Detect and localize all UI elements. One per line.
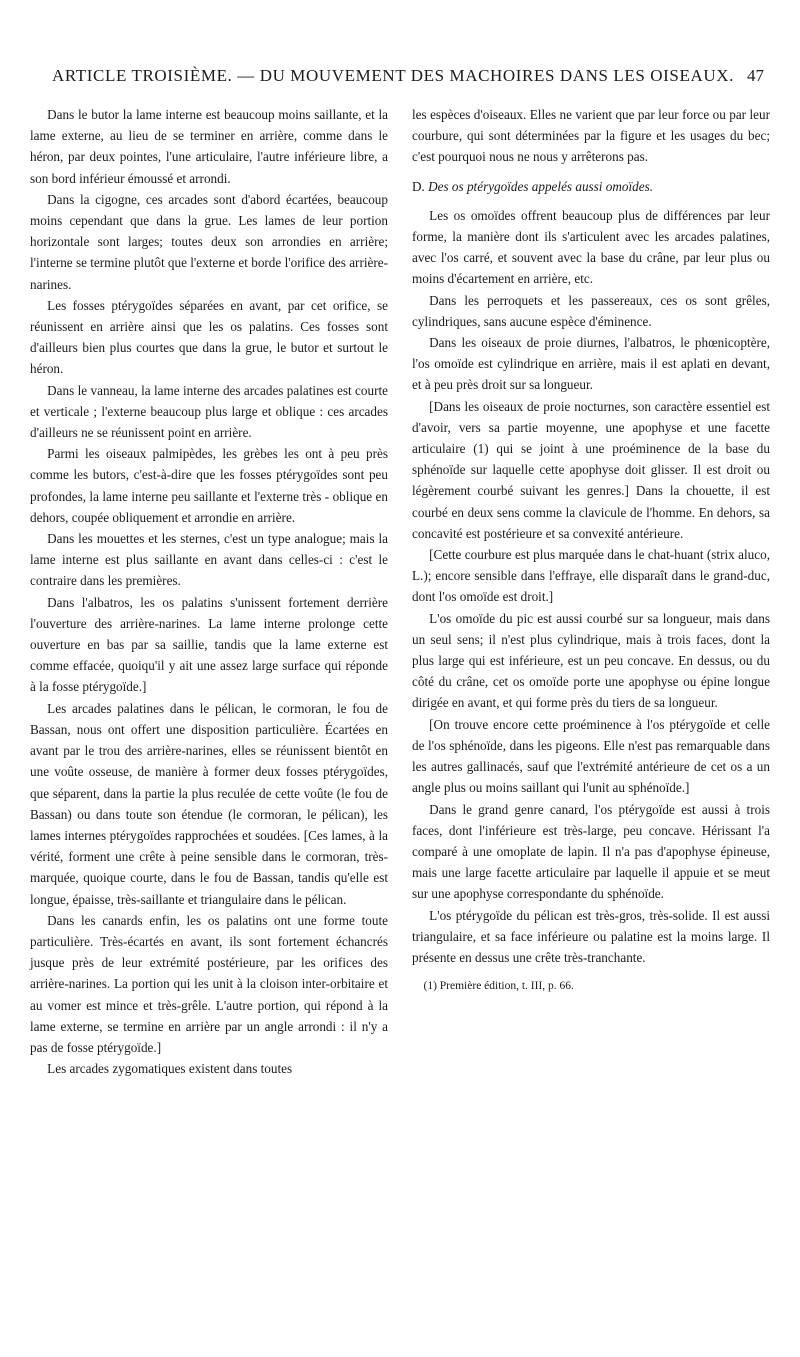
paragraph: Les fosses ptérygoïdes séparées en avant, par cet orifice, se réunissent en arrière ainsi que les os palatins. Ces fosses sont d'ailleurs bien plus courtes que dans la grue, le butor et surtout le héron. <box>30 297 388 377</box>
page-number: 47 <box>747 66 764 85</box>
paragraph: Dans le grand genre canard, l'os ptérygoïde est aussi à trois faces, dont l'inférieure est très-large, peu concave. Hérissant l'a comparé à une omoplate de lapin. Il n'a pas d'apophyse épineuse, mais une large facette articulaire par laquelle il appuie et se meut sur une apophyse correspondante du sphénoïde. <box>412 801 770 902</box>
text-columns <box>30 104 780 1079</box>
paragraph: [Dans les oiseaux de proie nocturnes, son caractère essentiel est d'avoir, vers sa partie moyenne, une apophyse et une facette articulaire (1) qui se joint à une proéminence de la base du sphénoïde sur laquelle cette apophyse doit glisser. Il est droit ou légèrement courbé suivant les genres.] Dans la chouette, il est courbé en deux sens comme la clavicule de l'homme. En dehors, sa concavité est postérieure et sa convexité antérieure. <box>412 398 770 541</box>
paragraph: Dans les mouettes et les sternes, c'est un type analogue; mais la lame interne est plus saillante en avant dans celles-ci : c'est le contraire dans les premières. <box>30 531 388 589</box>
paragraph: L'os omoïde du pic est aussi courbé sur sa longueur, mais dans un seul sens; il n'est plus cylindrique, mais à trois faces, dont la plus large qui est inférieure, est un peu concave. En dessus, ou du côté du crâne, cet os omoïde porte une apophyse ou épine longue dirigée en avant, et qui forme près du tiers de sa longueur. <box>412 610 770 711</box>
paragraph: Les os omoïdes offrent beaucoup plus de différences par leur forme, la manière dont ils s'articulent avec les arcades palatines, avec l'os carré, et souvent avec la base du crâne, par leur plus ou moins d'écartement en arrière, etc. <box>412 207 770 287</box>
left-column <box>30 104 388 1079</box>
running-head: ARTICLE TROISIÈME. — DU MOUVEMENT DES MACHOIRES DANS LES OISEAUX. <box>52 66 734 85</box>
paragraph: Dans l'albatros, les os palatins s'unissent fortement derrière l'ouverture des arrière-narines. La lame interne prolonge cette ouverture en bas par sa saillie, tandis que la lame externe est comme effacée, quoiqu'il y ait une assez large surface qui réponde à la fosse ptérygoïde.] <box>30 594 388 695</box>
paragraph: Dans la cigogne, ces arcades sont d'abord écartées, beaucoup moins cependant que dans la grue. Les lames de leur portion horizontale sont larges; toutes deux son arrondies en arrière; l'interne se termine plutôt que l'externe et borde l'orifice des arrière-narines. <box>30 191 388 292</box>
paragraph: Dans le butor la lame interne est beaucoup moins saillante, et la lame externe, au lieu de se terminer en arrière, comme dans le héron, par deux pointes, l'une articulaire, l'autre inférieure libre, a son bord inférieur émoussé et arrondi. <box>30 107 388 186</box>
section-title: Des os ptérygoïdes appelés aussi omoïdes. <box>428 178 654 194</box>
paragraph: [On trouve encore cette proéminence à l'os ptérygoïde et celle de l'os sphénoïde, dans les pigeons. Elle n'est pas remarquable dans les autres gallinacés, sauf que l'extrémité antérieure de cet os a un angle plus ou moins saillant qui l'unit au sphénoïde.] <box>412 716 770 796</box>
section-heading <box>412 176 770 197</box>
paragraph: Dans les oiseaux de proie diurnes, l'albatros, le phœnicoptère, l'os omoïde est cylindrique en arrière, mais il est aplati en devant, et à peu près droit sur sa longueur. <box>412 335 770 393</box>
paragraph: Dans les canards enfin, les os palatins ont une forme toute particulière. Très-écartés en avant, ils sont fortement échancrés jusque près de leur extrémité postérieure, par les orifices des arrière-narines. La portion qui les unit à la cloison inter-orbitaire et au vomer est mince et très-grêle. L'autre portion, qui répond à la lame externe, se termine en arrière par un angle arrondi : il n'y a pas de fosse ptérygoïde.] <box>30 912 388 1055</box>
section-letter: D. <box>412 178 425 194</box>
paragraph: [Cette courbure est plus marquée dans le chat-huant (strix aluco, L.); encore sensible dans l'effraye, elle disparaît dans le grand-duc, dont l'os omoïde est droit.] <box>412 547 770 605</box>
page-header <box>30 66 780 92</box>
footnote: (1) Première édition, t. III, p. 66. <box>423 980 574 993</box>
paragraph: Les arcades palatines dans le pélican, le cormoran, le fou de Bassan, nous ont offert une disposition particulière. Écartées en avant par le trou des arrière-narines, elles se réunissent bientôt en une voûte osseuse, de manière à former deux fosses ptérygoïdes, que séparent, dans la partie la plus reculée de cette voûte (le fou de Bassan) ou dans toute son étendue (le cormoran, le pélican), les lames internes ptérygoïdes rapprochées et soudées. [Ces lames, à la vérité, forment une crête à peine sensible dans le cormoran, très-marquée, quoique courte, dans le fou de Bassan, tandis qu'elle est longue, épaisse, très-saillante et triangulaire dans le pélican. <box>30 700 388 907</box>
paragraph-continued: les espèces d'oiseaux. Elles ne varient que par leur force ou par leur courbure, qui sont déterminées par la figure et les usages du bec; c'est pourquoi nous ne nous y arrêterons pas. <box>412 107 770 165</box>
paragraph: Les arcades zygomatiques existent dans toutes <box>47 1061 293 1077</box>
paragraph: Parmi les oiseaux palmipèdes, les grèbes les ont à peu près comme les butors, c'est-à-dire que les fosses ptérygoïdes sont peu profondes, la lame interne peu saillante et l'externe très - oblique en dehors, coupée obliquement et arrondie en arrière. <box>30 446 388 525</box>
right-column <box>412 104 770 1079</box>
paragraph: Dans les perroquets et les passereaux, ces os sont grêles, cylindriques, sans aucune espèce d'éminence. <box>412 292 770 329</box>
paragraph: L'os ptérygoïde du pélican est très-gros, très-solide. Il est aussi triangulaire, et sa face inférieure ou palatine est la moins large. Il présente en dessus une crête très-tranchante. <box>412 907 770 965</box>
paragraph: Dans le vanneau, la lame interne des arcades palatines est courte et verticale ; l'externe beaucoup plus large et oblique : ces arcades d'ailleurs ne se réunissent point en arrière. <box>30 382 388 441</box>
